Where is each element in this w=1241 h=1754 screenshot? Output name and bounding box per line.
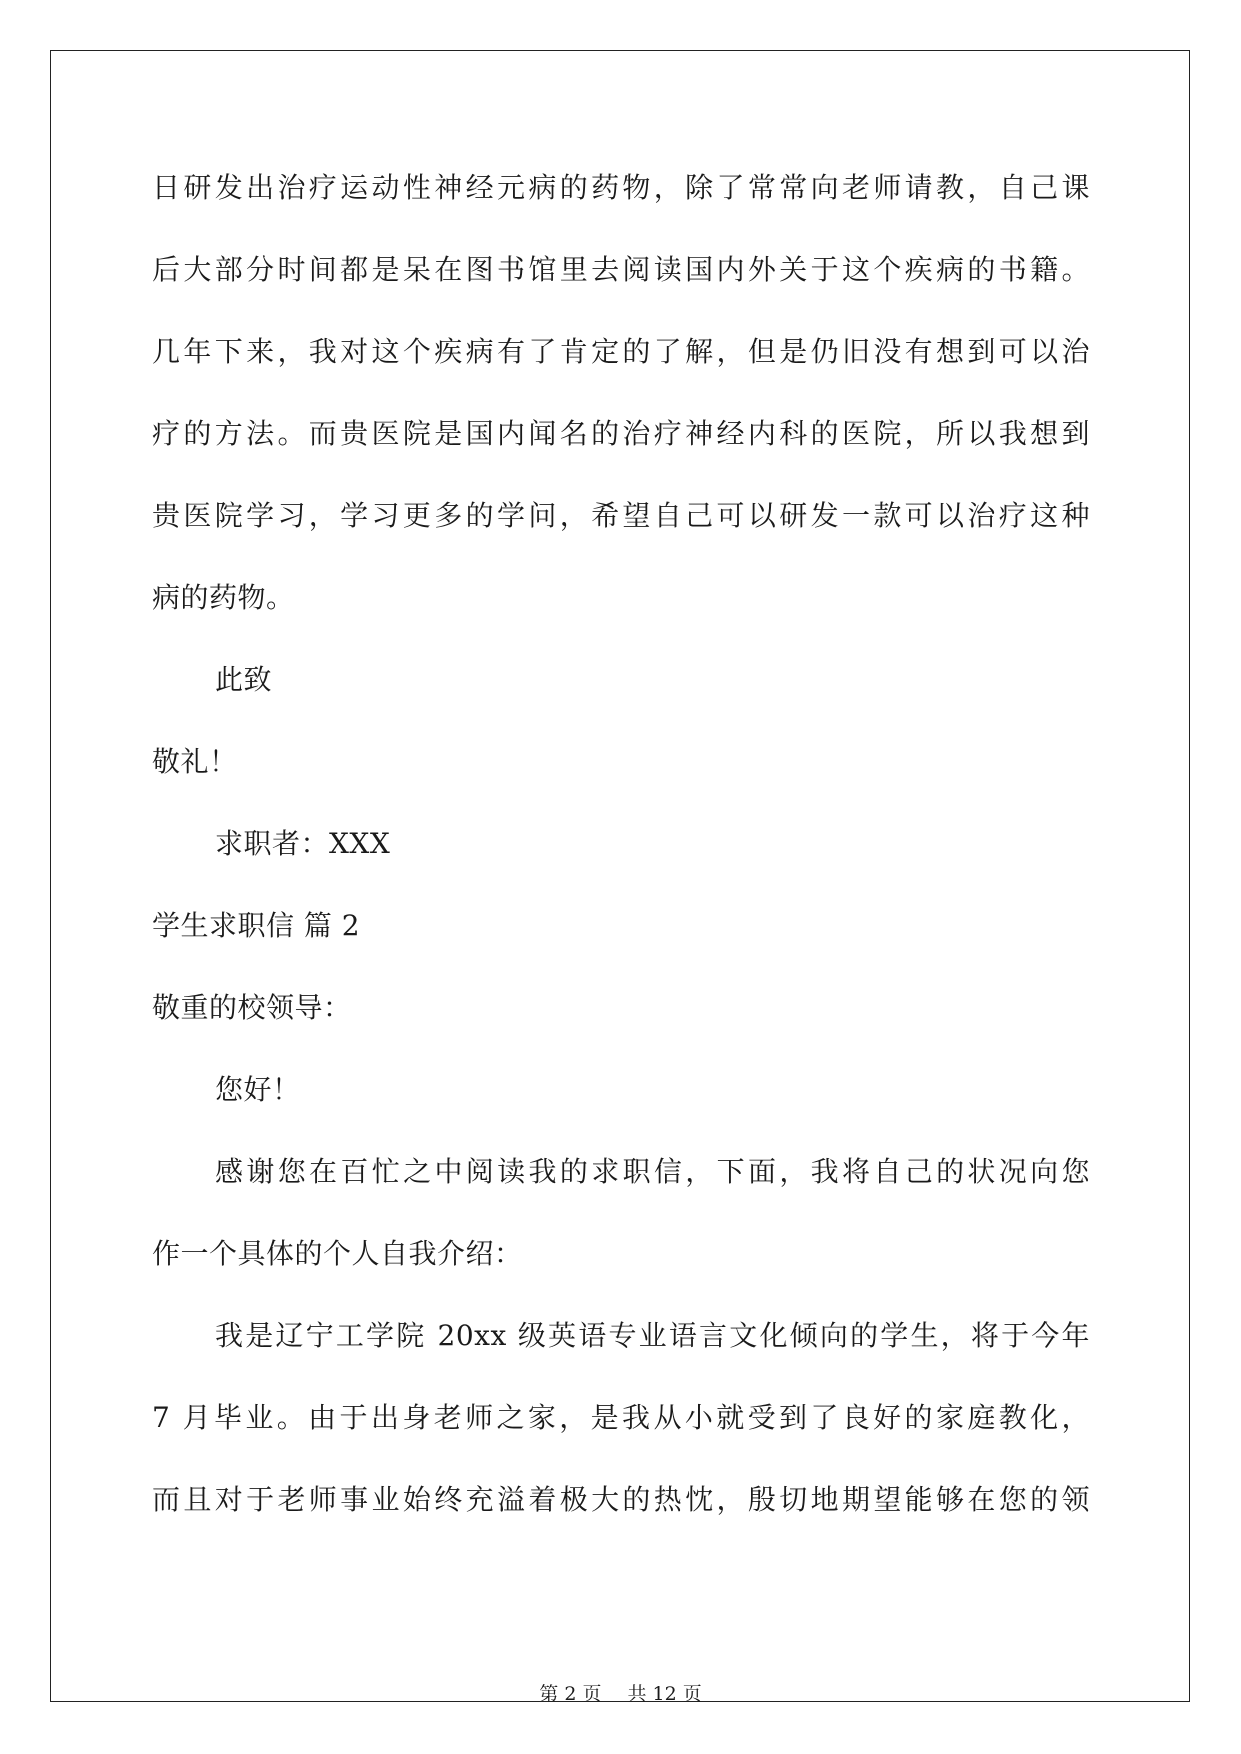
paragraph-line: 而且对于老师事业始终充溢着极大的热忱，殷切地期望能够在您的领 bbox=[152, 1483, 1090, 1516]
paragraph-line: 作一个具体的个人自我介绍： bbox=[152, 1237, 523, 1270]
page-total: 共 12 页 bbox=[627, 1683, 702, 1705]
paragraph-line: 后大部分时间都是呆在图书馆里去阅读国内外关于这个疾病的书籍。 bbox=[152, 253, 1090, 286]
paragraph-line: 感谢您在百忙之中阅读我的求职信，下面，我将自己的状况向您 bbox=[215, 1155, 1090, 1188]
greeting-recipient: 敬重的校领导： bbox=[152, 991, 352, 1024]
page-number: 第 2 页 bbox=[539, 1683, 602, 1705]
section-heading: 学生求职信 篇 2 bbox=[152, 909, 361, 942]
signature-line: 求职者：XXX bbox=[215, 827, 391, 860]
page-footer bbox=[0, 1682, 1241, 1706]
paragraph-line: 7 月毕业。由于出身老师之家，是我从小就受到了良好的家庭教化， bbox=[152, 1401, 1090, 1434]
closing-regards: 敬礼！ bbox=[152, 745, 238, 778]
paragraph-line: 贵医院学习，学习更多的学问，希望自己可以研发一款可以治疗这种 bbox=[152, 499, 1090, 532]
paragraph-line: 病的药物。 bbox=[152, 581, 295, 614]
paragraph-line: 我是辽宁工学院 20xx 级英语专业语言文化倾向的学生，将于今年 bbox=[215, 1319, 1090, 1352]
greeting: 您好！ bbox=[215, 1073, 301, 1106]
paragraph-line: 疗的方法。而贵医院是国内闻名的治疗神经内科的医院，所以我想到 bbox=[152, 417, 1090, 450]
paragraph-line: 几年下来，我对这个疾病有了肯定的了解，但是仍旧没有想到可以治 bbox=[152, 335, 1090, 368]
document-body bbox=[152, 160, 1090, 1554]
paragraph-line: 日研发出治疗运动性神经元病的药物，除了常常向老师请教，自己课 bbox=[152, 171, 1090, 204]
closing-salutation: 此致 bbox=[215, 663, 273, 696]
